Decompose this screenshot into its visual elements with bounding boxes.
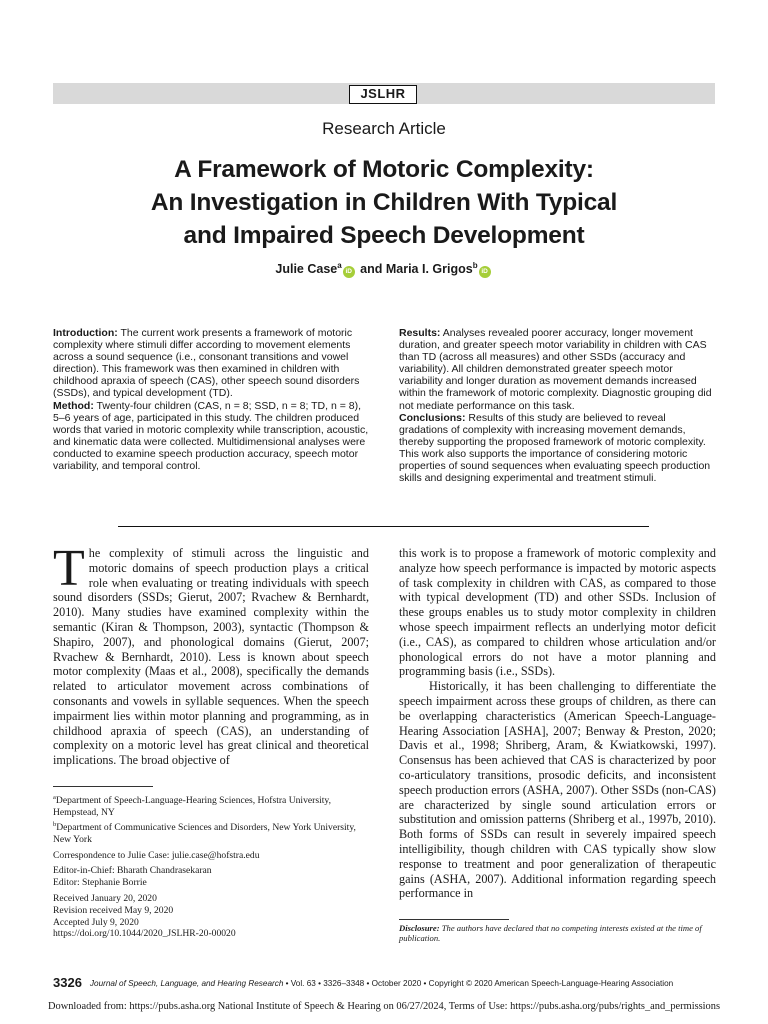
disclosure-text: The authors have declared that no competing interests existed at the time of publication. <box>399 923 702 944</box>
affiliation-marker: b <box>53 820 57 828</box>
abstract-heading: Results: <box>399 327 441 339</box>
abstract-left-column <box>53 327 369 472</box>
affiliation-marker: a <box>337 261 342 270</box>
received-date: Received January 20, 2020 <box>53 892 157 904</box>
author-joiner: and <box>356 262 386 277</box>
drop-cap: T <box>53 540 85 597</box>
page-number: 3326 <box>53 975 82 990</box>
footnotes <box>53 792 369 944</box>
affiliation-text: Department of Speech-Language-Hearing Sciences, Hofstra University, Hempstead, NY <box>53 795 331 818</box>
affiliation-a <box>53 792 369 819</box>
doi-link[interactable]: https://doi.org/10.1044/2020_JSLHR-20-00020 <box>53 928 236 940</box>
article-title <box>90 153 678 252</box>
orcid-icon[interactable]: iD <box>479 266 491 278</box>
citation-info: • Vol. 63 • 3326–3348 • October 2020 • Copyright © 2020 American Speech-Language-Hearing Association <box>283 979 674 988</box>
affiliation-marker: a <box>53 794 56 801</box>
body-paragraph: he complexity of stimuli across the linguistic and motoric domains of speech production plays a critical role when evaluating or treating individuals with speech sound disorders (SSDs; Gierut, 2007; Rvachew & Bernhardt, 2010). Many studies have examined complexity within the semantic (Kiran & Thompson, 2003), syntactic (Thompson & Shapiro, 2007), and phonological domains (Gierut, 2007; Rvachew & Bernhardt, 2010). Less is known about speech motor complexity (Maas et al., 2008), specifically the demands related to articulator movement across combinations of consonants and vowels in syllable sequences. When the speech impairment lies within motor planning and programming, as in childhood apraxia of speech (CAS), an understanding of complexity on a motoric level has great clinical and theoretical implications. The broad objective of <box>53 546 369 768</box>
article-type-label: Research Article <box>322 119 446 138</box>
correspondence[interactable]: Correspondence to Julie Case: julie.case@hofstra.edu <box>53 849 260 861</box>
affiliation-text: Department of Communicative Sciences and Disorders, New York University, New York <box>53 821 356 845</box>
abstract-text: The current work presents a framework of motoric complexity where stimuli differ according to movement elements across a sound sequence (i.e., consonant transitions and vowel direction). This framework was then examined in children with childhood apraxia of speech (CAS), other speech sound disorders (SSDs), and typical development (TD). <box>53 327 360 400</box>
body-right-column <box>399 546 716 901</box>
abstract-results <box>399 327 715 412</box>
abstract-conclusions <box>399 412 715 485</box>
author-name[interactable]: Julie Case <box>275 262 338 277</box>
disclosure-divider <box>399 919 509 920</box>
body-paragraph: this work is to propose a framework of motoric complexity and analyze how speech performance is impacted by motoric aspects of task complexity in children with CAS, as compared to those with typical development (TD) and other SSDs. Inclusion of these groups enables us to study motor complexity in children whose speech impairment reflects an underlying motor deficit (i.e., CAS), as compared to children whose articulation and/or phonological errors do not have a motor planning and programming basis (i.e., SSDs). <box>399 546 716 679</box>
abstract-text: Twenty-four children (CAS, n = 8; SSD, n = 8; TD, n = 8), 5–6 years of age, participated in this study. The children produced words that varied in motoric complexity while transcription, acoustic, and kinematic data were collected. Multidimensional analyses were conducted to examine speech production accuracy, speech motor variability, and temporal control. <box>53 399 369 473</box>
disclosure <box>399 923 716 944</box>
editor: Editor: Stephanie Borrie <box>53 877 147 889</box>
abstract-right-column <box>399 327 715 484</box>
author-line <box>0 261 768 278</box>
body-left-column <box>53 540 369 768</box>
download-notice: Downloaded from: https://pubs.asha.org National Institute of Speech & Hearing on 06/27/2024, Terms of Use: https://pubs.asha.org/pubs/rights_and_permissions <box>48 1001 720 1012</box>
journal-abbrev-badge: JSLHR <box>349 85 417 104</box>
abstract-text: Analyses revealed poorer accuracy, longer movement duration, and greater speech motor variability in children with CAS than TD (across all measures) and other SSDs (accuracy and variability). All children demonstrated greater speech motor variability and longer duration as movement demands increased within the framework of motoric complexity. Diagnostic grouping did not mediate performance on this task. <box>399 327 712 412</box>
abstract-text: Results of this study are believed to reveal gradations of complexity with increasing movement demands, thereby supporting the proposed framework of motoric complexity. This work also supports the importance of considering motoric properties of sound sequences when evaluating speech production skills and designing experimental and treatment stimuli. <box>399 411 711 485</box>
footnote-divider <box>53 786 153 787</box>
abstract-heading: Introduction: <box>53 327 118 339</box>
abstract-method <box>53 400 369 473</box>
revision-date: Revision received May 9, 2020 <box>53 904 174 916</box>
author-name[interactable]: Maria I. Grigos <box>385 262 473 277</box>
journal-name: Journal of Speech, Language, and Hearing Research <box>89 979 284 988</box>
affiliation-marker: b <box>472 261 478 270</box>
abstract-heading: Conclusions: <box>399 411 466 424</box>
abstract-heading: Method: <box>53 399 94 412</box>
disclosure-label: Disclosure: <box>399 923 440 933</box>
title-line: An Investigation in Children With Typical <box>150 189 618 216</box>
abstract-introduction <box>53 327 369 400</box>
orcid-icon[interactable]: iD <box>343 266 355 278</box>
accepted-date: Accepted July 9, 2020 <box>53 916 139 928</box>
page-footer <box>53 975 723 990</box>
title-line: A Framework of Motoric Complexity: <box>174 156 594 183</box>
section-divider <box>118 526 649 527</box>
affiliation-b <box>53 819 369 846</box>
body-paragraph: Historically, it has been challenging to differentiate the speech impairment across these groups of children, as there can be overlapping characteristics (American Speech-Language-Hearing Association [ASHA], 2007; Benway & Preston, 2020; Davis et al., 1998; Shriberg, Aram, & Kwiatkowski, 1997). Consensus has been achieved that CAS is characterized by poor co-articulatory transitions, prosodic deficits, and inconsistent speech production errors (ASHA, 2007). Other SSDs (non-CAS) are characterized by single sound articulation errors or substitution and omission patterns (Shriberg et al., 1997b, 2010). Both forms of SSDs can result in severely impaired speech intelligibility, though children with CAS typically show slow response to treatment and poor generalization of therapeutic gains (ASHA, 2007). Additional information regarding speech performance in <box>399 679 716 901</box>
editor-in-chief: Editor-in-Chief: Bharath Chandrasekaran <box>53 865 212 877</box>
title-line: and Impaired Speech Development <box>183 222 585 249</box>
